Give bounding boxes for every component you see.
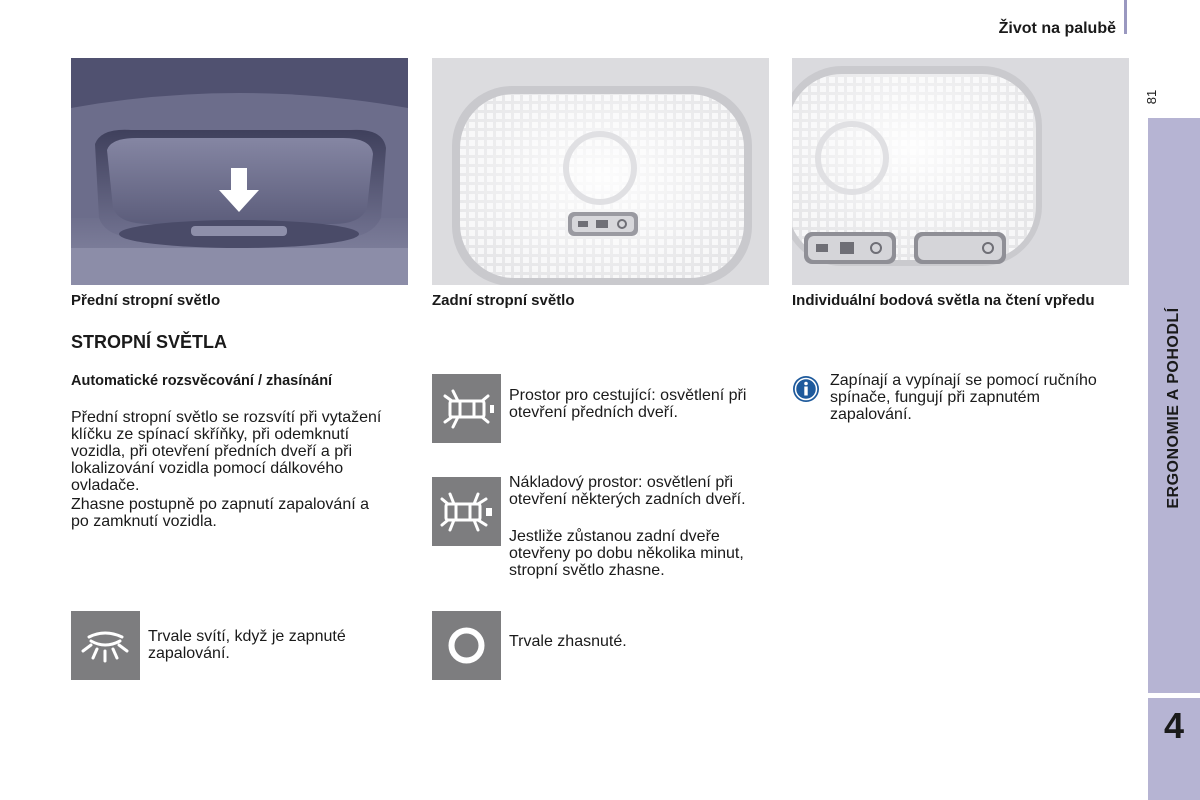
info-icon [792,375,820,403]
light-always-on-icon [71,611,140,680]
page-number: 81 [1144,89,1159,105]
chapter-title-text: ERGONOMIE A POHODLÍ [1165,307,1182,509]
front-ceiling-light-photo [71,58,408,285]
mode-always-off-text: Trvale zhasnuté. [509,633,627,650]
section-paragraph-1: Přední stropní světlo se rozsvítí při vytažení klíčku ze spínací skříňky, při odemknutí vozidla, při otevření předních dveří a při lokalizování vozidla pomocí dálkového ovladače. [71,409,382,494]
mode-cargo-note: Jestliže zůstanou zadní dveře otevřeny po dobu několika minut, stropní světlo zhasne. [509,528,744,579]
chapter-number: 4 [1163,705,1185,746]
door-courtesy-icon [432,374,501,443]
light-off-icon [432,611,501,680]
page-header-title: Život na palubě [998,20,1116,37]
reading-lights-photo [792,58,1129,285]
section-subhead: Automatické rozsvěcování / zhasínání [71,373,333,389]
chapter-divider [1148,693,1200,698]
mode-passenger-text: Prostor pro cestující: osvětlení při otevření předních dveří. [509,387,747,421]
section-title: STROPNÍ SVĚTLA [71,332,228,352]
caption-reading-lights: Individuální bodová světla na čtení vpředu [792,292,1095,309]
caption-front-light: Přední stropní světlo [71,292,221,309]
section-paragraph-2: Zhasne postupně po zapnutí zapalování a po zamknutí vozidla. [71,496,369,530]
cargo-door-icon [432,477,501,546]
info-note-text: Zapínají a vypínají se pomocí ručního spínače, fungují při zapnutém zapalování. [830,372,1097,423]
caption-rear-light: Zadní stropní světlo [432,292,575,309]
mode-always-on-text: Trvale svítí, když je zapnuté zapalování. [148,628,346,662]
header-rule [1124,0,1127,34]
mode-cargo-text: Nákladový prostor: osvětlení při otevření některých zadních dveří. [509,474,746,508]
rear-ceiling-light-photo [432,58,769,285]
